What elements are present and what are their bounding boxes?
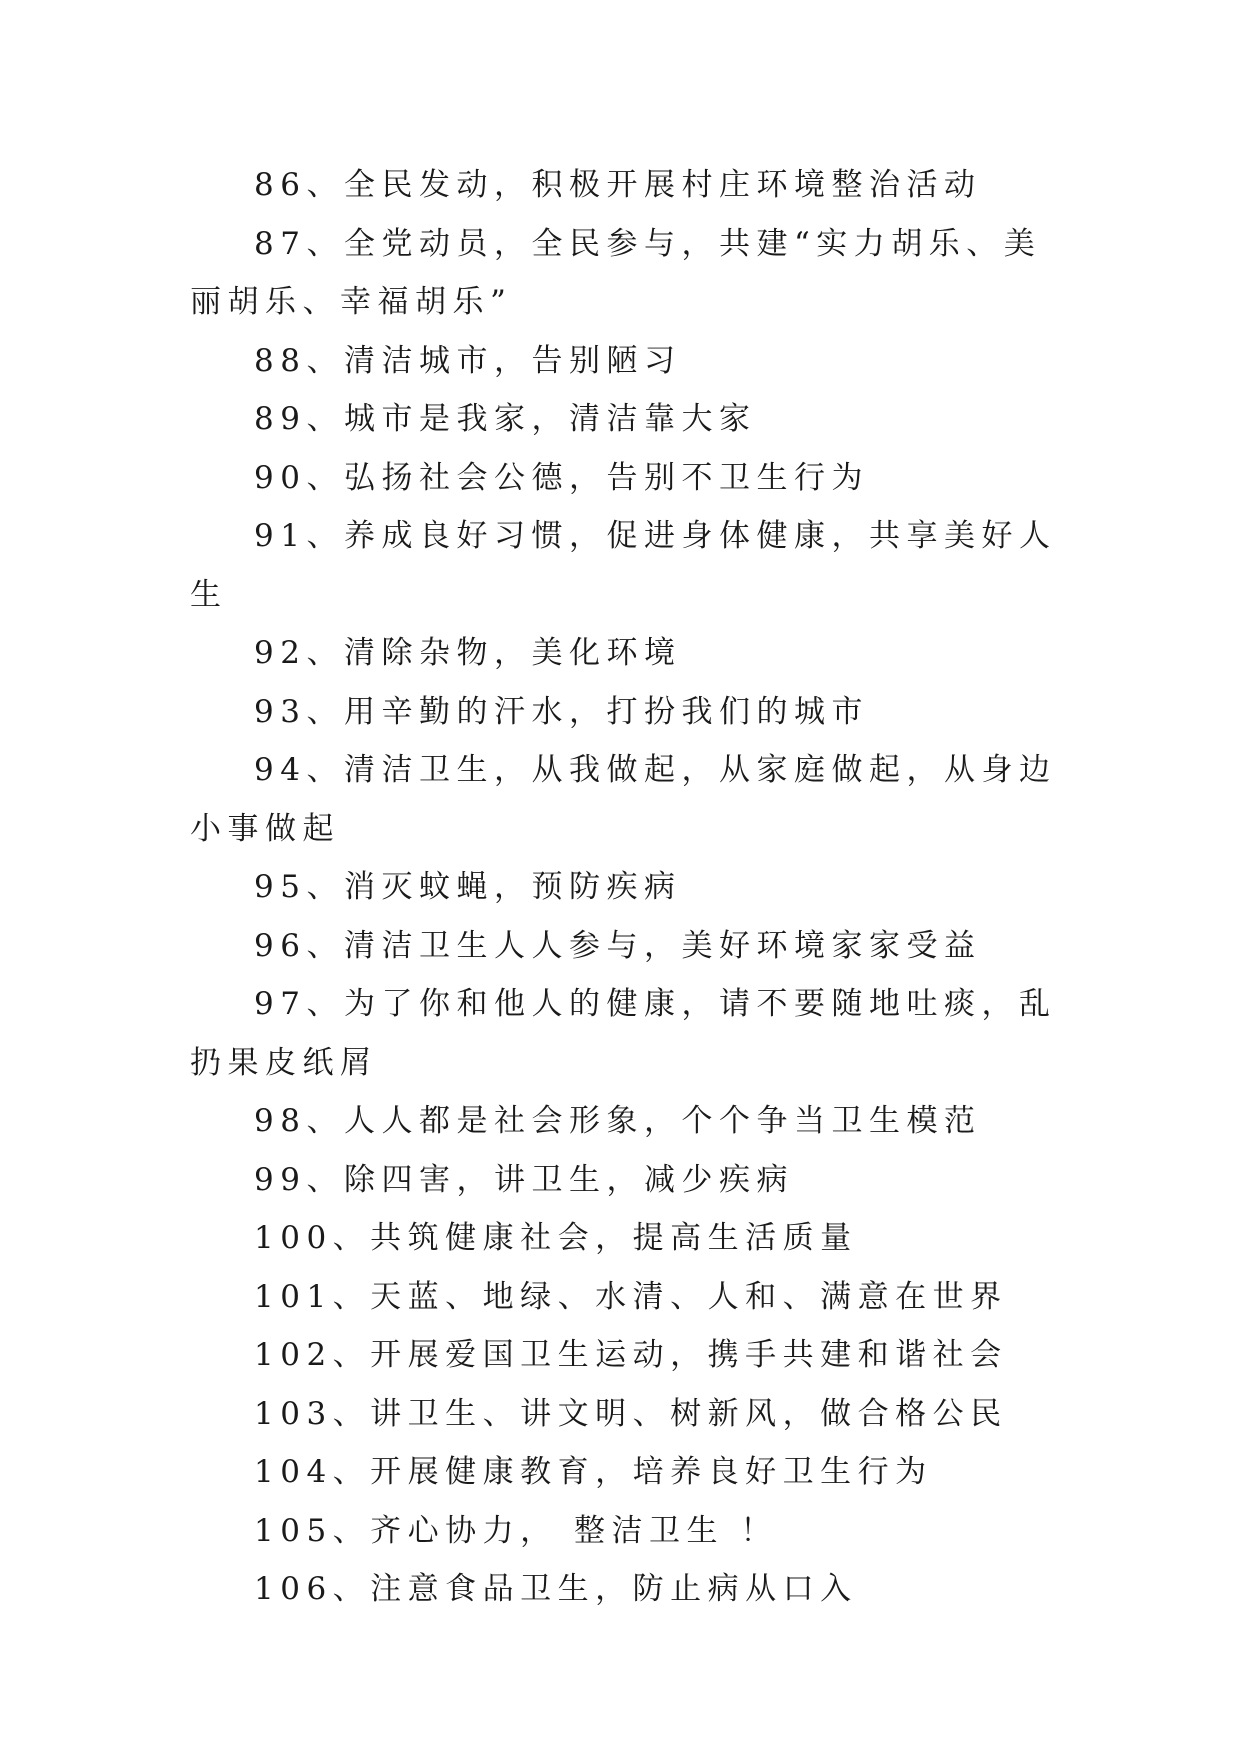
slogan-item: 96、清洁卫生人人参与，美好环境家家受益 bbox=[254, 927, 982, 964]
slogan-item: 90、弘扬社会公德，告别不卫生行为 bbox=[254, 459, 869, 496]
slogan-item: 94、清洁卫生，从我做起，从家庭做起，从身边小事做起 bbox=[190, 752, 1057, 847]
slogan-item: 86、全民发动，积极开展村庄环境整治活动 bbox=[254, 167, 982, 203]
slogan-item: 104、开展健康教育，培养良好卫生行为 bbox=[254, 1454, 933, 1490]
slogan-item: 106、注意食品卫生，防止病从口入 bbox=[254, 1571, 858, 1607]
slogan-item: 100、共筑健康社会，提高生活质量 bbox=[254, 1220, 858, 1256]
slogan-item: 92、清除杂物，美化环境 bbox=[254, 635, 682, 671]
slogan-item: 101、天蓝、地绿、水清、人和、满意在世界 bbox=[254, 1278, 1008, 1315]
slogan-item: 102、开展爱国卫生运动，携手共建和谐社会 bbox=[254, 1337, 1008, 1373]
slogan-item: 93、用辛勤的汗水，打扮我们的城市 bbox=[254, 693, 869, 730]
slogan-item: 91、养成良好习惯，促进身体健康，共享美好人生 bbox=[190, 518, 1057, 613]
slogan-item: 98、人人都是社会形象，个个争当卫生模范 bbox=[254, 1103, 982, 1139]
slogan-item: 95、消灭蚊蝇，预防疾病 bbox=[254, 869, 682, 905]
slogan-item: 97、为了你和他人的健康，请不要随地吐痰，乱扔果皮纸屑 bbox=[190, 986, 1057, 1081]
slogan-item: 99、除四害，讲卫生，减少疾病 bbox=[254, 1161, 794, 1198]
slogan-item: 103、讲卫生、讲文明、树新风，做合格公民 bbox=[254, 1395, 1008, 1432]
slogan-item: 87、全党动员，全民参与，共建“实力胡乐、美丽胡乐、幸福胡乐” bbox=[190, 225, 1042, 320]
slogan-item: 89、城市是我家，清洁靠大家 bbox=[254, 401, 757, 437]
slogan-item: 88、清洁城市，告别陋习 bbox=[254, 342, 682, 379]
slogan-item: 105、齐心协力， 整洁卫生 ！ bbox=[254, 1512, 778, 1549]
document-body bbox=[190, 156, 1060, 1619]
